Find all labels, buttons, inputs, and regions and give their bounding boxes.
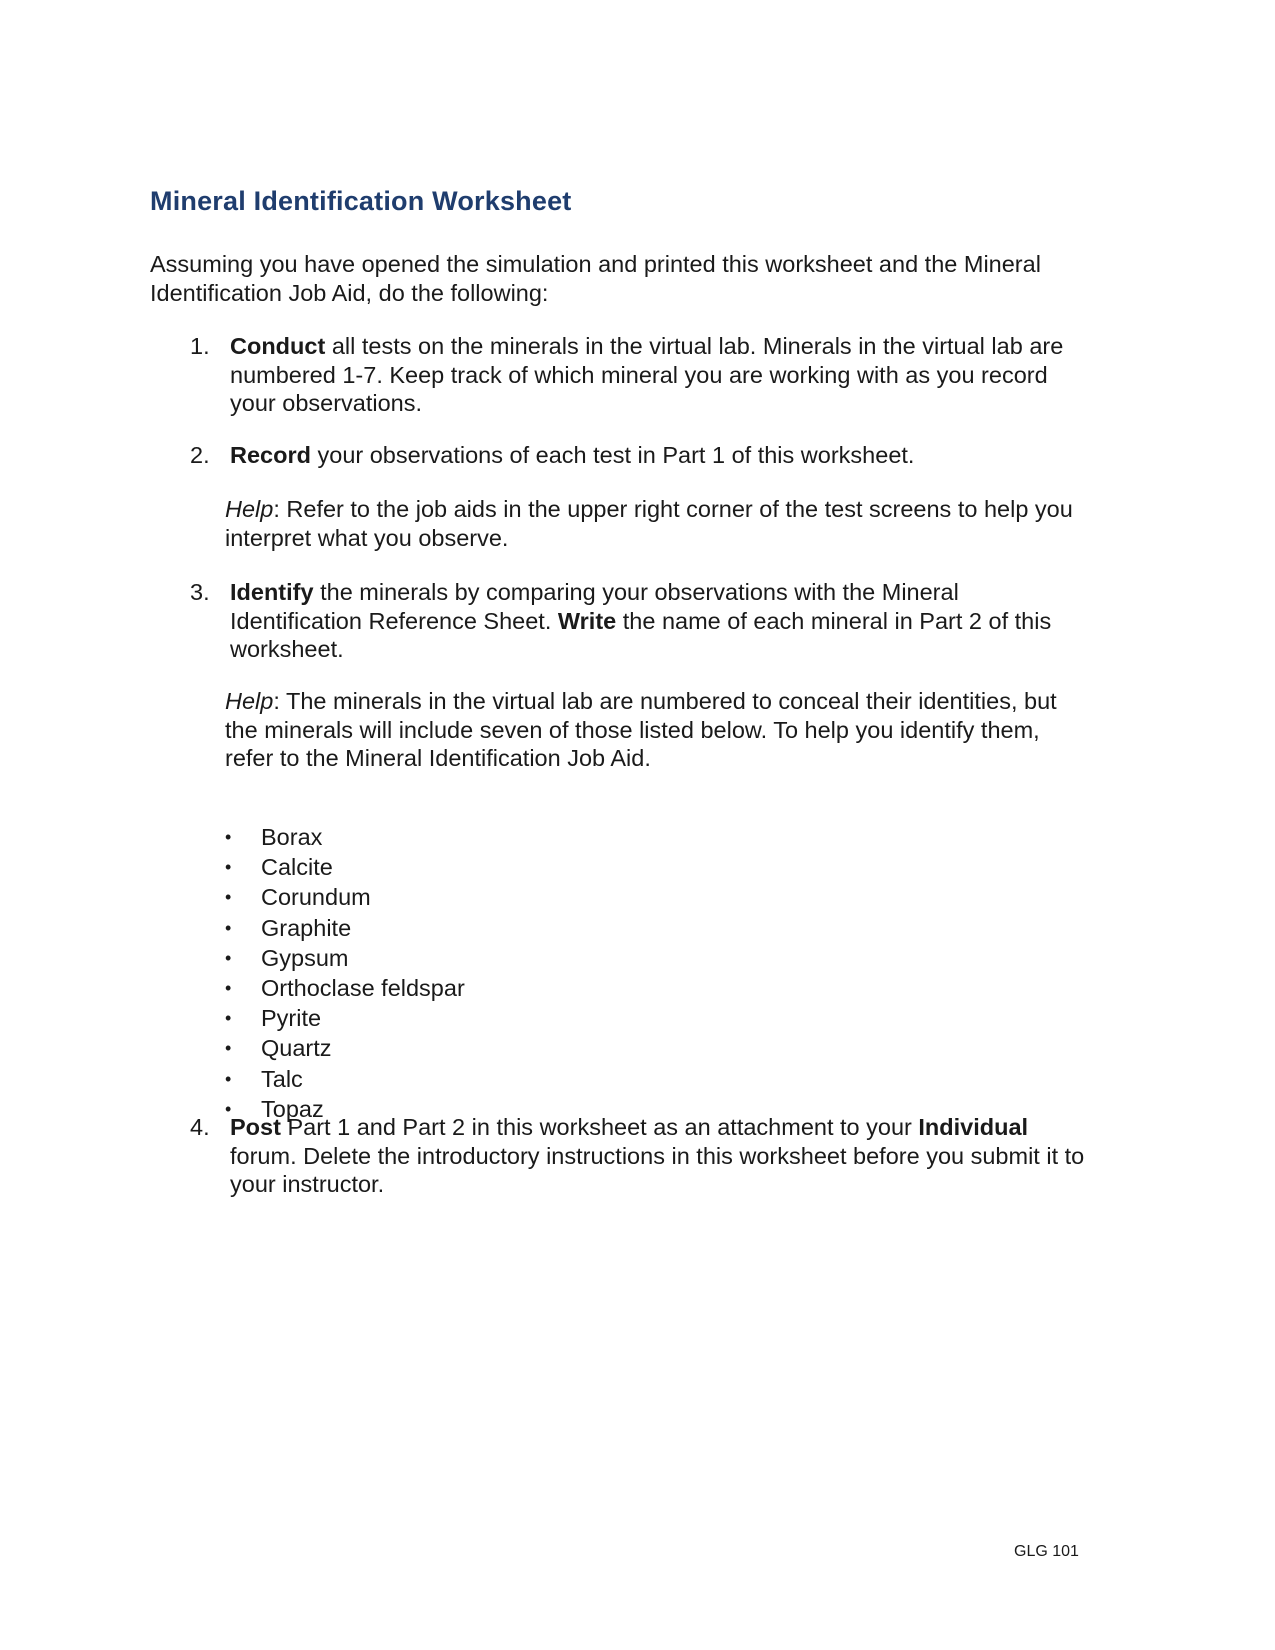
list-item bbox=[225, 913, 465, 943]
step-keyword-secondary: Individual bbox=[918, 1114, 1029, 1140]
step-text bbox=[230, 332, 1090, 418]
list-item bbox=[225, 882, 465, 912]
help-text: : The minerals in the virtual lab are numbered to conceal their identities, but the minerals will include seven of those listed below. To help you identify them, refer to the Mineral Identification Job Aid. bbox=[225, 688, 1057, 771]
mineral-name: Graphite bbox=[261, 914, 352, 941]
bullet-icon: • bbox=[225, 917, 232, 938]
step-body: your observations of each test in Part 1 of this worksheet. bbox=[310, 442, 915, 468]
step-keyword: Conduct bbox=[230, 333, 326, 359]
step-body: the minerals by comparing your observations with the Mineral Identification Reference Sheet. bbox=[230, 579, 959, 634]
mineral-name: Gypsum bbox=[261, 944, 349, 971]
list-item bbox=[225, 1033, 465, 1063]
step-keyword: Identify bbox=[230, 579, 314, 605]
mineral-name: Pyrite bbox=[261, 1005, 322, 1032]
step-body-secondary: the name of each mineral in Part 2 of this worksheet. bbox=[230, 607, 1052, 662]
list-item bbox=[225, 1064, 465, 1094]
step-number: 4. bbox=[190, 1114, 210, 1140]
mineral-name: Topaz bbox=[261, 1095, 324, 1122]
bullet-icon: • bbox=[225, 1038, 232, 1059]
bullet-icon: • bbox=[225, 827, 232, 847]
mineral-list bbox=[225, 822, 465, 1124]
help-label: Help bbox=[225, 688, 274, 714]
help-text: : Refer to the job aids in the upper right corner of the test screens to help you interpret what you observe. bbox=[225, 496, 1073, 551]
step-text bbox=[230, 578, 1090, 664]
step-keyword: Record bbox=[230, 442, 311, 468]
bullet-icon: • bbox=[225, 978, 232, 999]
course-code-footer: GLG 101 bbox=[1014, 1543, 1079, 1560]
intro-paragraph: Assuming you have opened the simulation and printed this worksheet and the Mineral Identification Job Aid, do the following: bbox=[150, 251, 1041, 306]
step-text bbox=[230, 1113, 1090, 1199]
list-item bbox=[225, 852, 465, 882]
mineral-name: Quartz bbox=[261, 1035, 332, 1062]
step-keyword-secondary: Write bbox=[557, 607, 617, 634]
mineral-name: Corundum bbox=[261, 884, 371, 911]
page-title: Mineral Identification Worksheet bbox=[150, 186, 572, 216]
step-1 bbox=[190, 332, 1090, 418]
help-label: Help bbox=[225, 496, 274, 522]
bullet-icon: • bbox=[225, 887, 232, 908]
list-item bbox=[225, 822, 465, 852]
mineral-name: Borax bbox=[261, 824, 323, 850]
mineral-name: Calcite bbox=[261, 854, 333, 881]
step-number: 3. bbox=[190, 579, 210, 605]
step-body-secondary: forum. Delete the introductory instructions in this worksheet before you submit it to your instructor. bbox=[230, 1142, 1085, 1197]
step-4 bbox=[190, 1113, 1090, 1199]
bullet-icon: • bbox=[225, 1008, 232, 1029]
mineral-name: Talc bbox=[261, 1065, 303, 1092]
step-3 bbox=[190, 578, 1090, 664]
mineral-name: Orthoclase feldspar bbox=[261, 975, 465, 1002]
step-text bbox=[230, 441, 1090, 470]
bullet-icon: • bbox=[225, 857, 232, 878]
list-item bbox=[225, 973, 465, 1003]
bullet-icon: • bbox=[225, 1068, 232, 1089]
step-keyword: Post bbox=[230, 1114, 281, 1140]
help-note-1 bbox=[225, 495, 1085, 552]
list-item bbox=[225, 1003, 465, 1033]
bullet-icon: • bbox=[225, 1098, 232, 1119]
bullet-icon: • bbox=[225, 947, 232, 968]
step-body: Part 1 and Part 2 in this worksheet as an attachment to your bbox=[280, 1114, 919, 1140]
step-body: all tests on the minerals in the virtual lab. Minerals in the virtual lab are numbered 1-7. Keep track of which mineral you are working with as you record your observations. bbox=[230, 333, 1064, 416]
help-note-2 bbox=[225, 687, 1085, 773]
step-number: 2. bbox=[190, 442, 210, 468]
step-number: 1. bbox=[190, 333, 210, 359]
step-2 bbox=[190, 441, 1090, 470]
list-item bbox=[225, 943, 465, 973]
